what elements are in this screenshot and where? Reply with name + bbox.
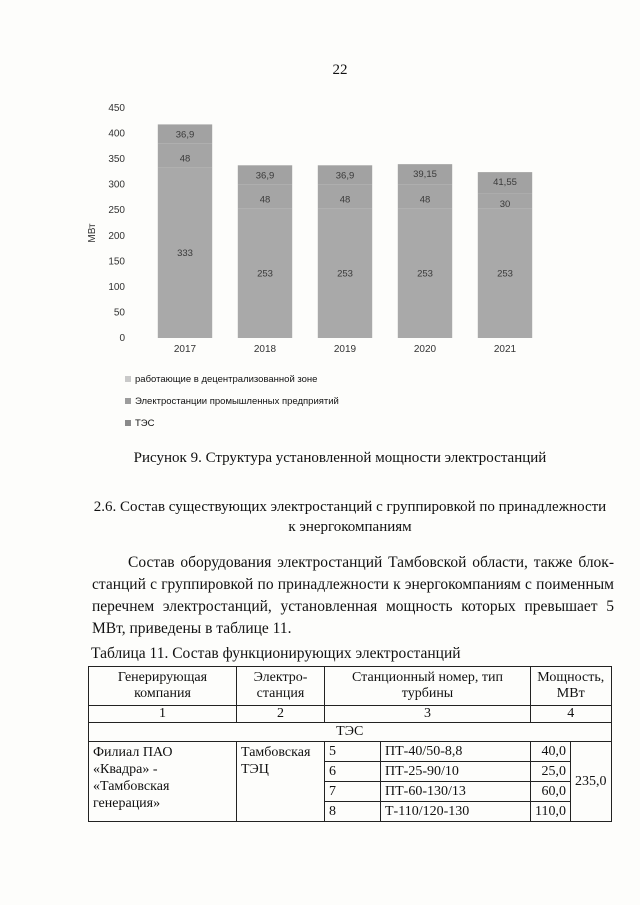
data-label: 36,9: [255, 170, 275, 182]
turbine-type: Т-110/120-130: [381, 802, 531, 822]
legend-label: Электростанции промышленных предприятий: [135, 395, 339, 407]
body-paragraph: Состав оборудования электростанций Тамбовской области, также блок-станций с группировкой по принадлежности к энергокомпаниям с поименным перечнем электростанций, установленная мощность которых превышает 5 МВт, приведены в таблице 11.: [92, 554, 614, 637]
chart-legend: [125, 368, 339, 434]
y-tick-label: 250: [108, 205, 125, 217]
table-section-row: [89, 723, 612, 742]
stacked-bar-chart: [85, 100, 585, 360]
legend-swatch: [125, 420, 131, 426]
legend-item-tes: [125, 412, 339, 434]
y-tick-label: 450: [108, 103, 125, 114]
turbine-power: 40,0: [531, 742, 571, 762]
x-tick-label: 2020: [413, 344, 437, 355]
y-tick-label: 0: [119, 333, 125, 344]
turbine-number: 8: [325, 802, 381, 822]
y-tick-label: 100: [108, 281, 125, 293]
data-label: 253: [257, 268, 273, 280]
data-label: 39,15: [413, 169, 437, 181]
turbine-number: 7: [325, 782, 381, 802]
x-tick-label: 2019: [333, 344, 357, 355]
data-label: 48: [339, 194, 351, 206]
turbine-power: 25,0: [531, 762, 571, 782]
section-label: ТЭС: [89, 723, 612, 742]
table-column-numbers-row: [89, 706, 612, 723]
turbine-power: 60,0: [531, 782, 571, 802]
header-company: Генерирующая компания: [89, 667, 237, 706]
page-number: 22: [332, 62, 348, 78]
col-number: 4: [531, 706, 612, 723]
data-label: 253: [417, 268, 433, 280]
legend-item-decentralized: [125, 368, 339, 390]
header-power: Мощность, МВт: [531, 667, 612, 706]
y-tick-label: 200: [108, 230, 125, 242]
data-label: 333: [177, 247, 193, 259]
table-header-row: [89, 667, 612, 706]
header-turbine: Станционный номер, тип турбины: [325, 667, 531, 706]
turbine-number: 6: [325, 762, 381, 782]
turbine-power: 110,0: [531, 802, 571, 822]
data-label: 30: [499, 199, 511, 211]
section-heading-line-2: к энергокомпаниям: [288, 519, 412, 535]
col-number: 2: [237, 706, 325, 723]
station-total-power: 235,0: [571, 742, 612, 822]
station-cell: Тамбовская ТЭЦ: [237, 742, 325, 822]
y-tick-label: 400: [108, 128, 125, 140]
y-tick-label: 150: [108, 256, 125, 268]
y-axis-label: МВт: [87, 223, 98, 243]
table-caption: Таблица 11. Состав функционирующих электростанций: [91, 645, 461, 662]
figure-caption: Рисунок 9. Структура установленной мощности электростанций: [133, 450, 547, 466]
section-heading: [85, 497, 615, 537]
header-station: Электро-станция: [237, 667, 325, 706]
col-number: 1: [89, 706, 237, 723]
y-tick-label: 50: [113, 307, 125, 319]
legend-label: работающие в децентрализованной зоне: [135, 373, 318, 385]
data-label: 48: [419, 194, 431, 206]
data-label: 253: [337, 268, 353, 280]
x-tick-label: 2017: [173, 344, 197, 355]
data-label: 48: [179, 153, 191, 165]
table-row: [89, 742, 612, 762]
section-heading-line-1: 2.6. Состав существующих электростанций с группировкой по принадлежности: [93, 499, 607, 515]
turbine-type: ПТ-60-130/13: [381, 782, 531, 802]
data-label: 36,9: [335, 170, 355, 182]
data-label: 36,9: [175, 129, 195, 141]
x-tick-label: 2018: [253, 344, 277, 355]
power-stations-table: [88, 666, 612, 822]
y-tick-label: 300: [108, 179, 125, 191]
y-tick-label: 350: [108, 154, 125, 166]
turbine-number: 5: [325, 742, 381, 762]
legend-swatch: [125, 376, 131, 382]
legend-swatch: [125, 398, 131, 404]
turbine-type: ПТ-25-90/10: [381, 762, 531, 782]
data-label: 253: [497, 268, 513, 280]
x-tick-label: 2021: [493, 344, 517, 355]
data-label: 41,55: [493, 177, 517, 189]
company-cell: Филиал ПАО «Квадра» - «Тамбовская генерация»: [89, 742, 237, 822]
legend-item-industrial: [125, 390, 339, 412]
col-number: 3: [325, 706, 531, 723]
legend-label: ТЭС: [135, 417, 155, 429]
turbine-type: ПТ-40/50-8,8: [381, 742, 531, 762]
data-label: 48: [259, 194, 271, 206]
